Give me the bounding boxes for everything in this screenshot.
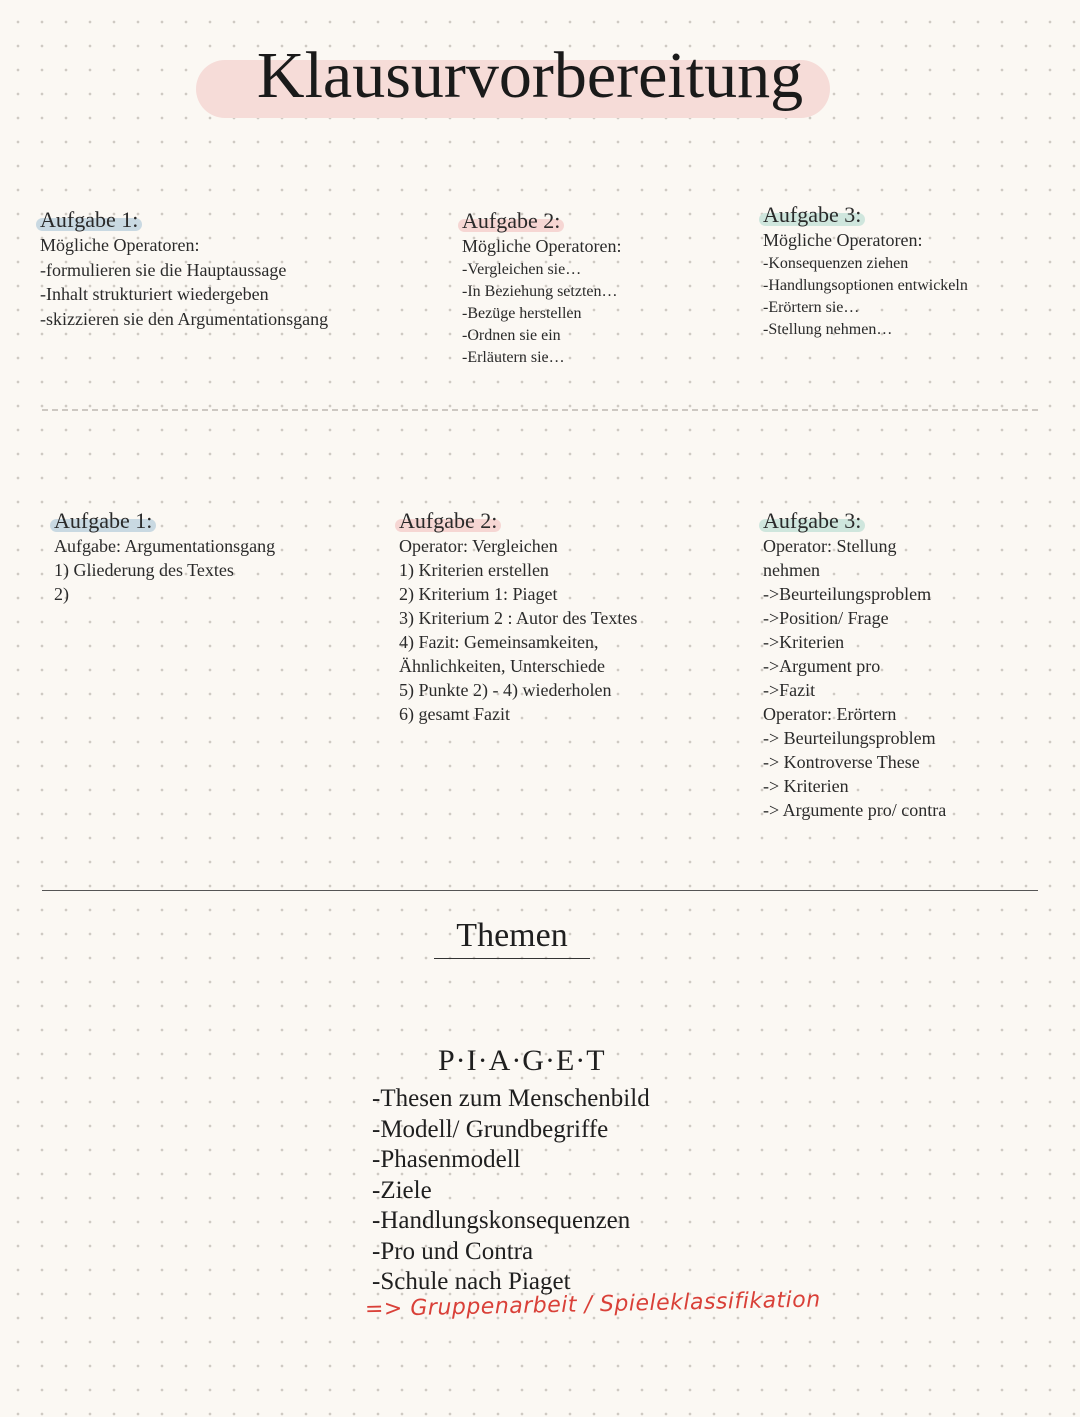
heading-text: Aufgabe 1: (40, 207, 139, 232)
operator-list (763, 253, 1063, 341)
list-item: ->Beurteilungsproblem (763, 584, 932, 604)
dashed-divider (42, 409, 1038, 411)
section1-heading-1 (36, 207, 142, 233)
list-item: -Ordnen sie ein (462, 326, 561, 344)
handwritten-note: => Gruppenarbeit / Spieleklassifikation (364, 1287, 821, 1322)
title-area (0, 20, 1080, 140)
section1-column-3 (763, 202, 1063, 341)
list-item: ->Argument pro (763, 656, 881, 676)
list-item: -Handlungsoptionen entwickeln (763, 276, 968, 294)
list-item: 2) (54, 584, 69, 604)
list-item: ->Position/ Frage (763, 608, 889, 628)
themen-heading: Themen (434, 914, 590, 959)
list-item: 1) Gliederung des Textes (54, 560, 234, 580)
solid-divider (42, 890, 1038, 891)
operator-list (462, 259, 742, 369)
list-item: -formulieren sie die Hauptaussage (40, 259, 287, 280)
list-item: -Erörtern sie… (763, 298, 860, 316)
list-item: 3) Kriterium 2 : Autor des Textes (399, 608, 638, 628)
list-item: Aufgabe: Argumentationsgang (54, 536, 276, 556)
list-item: Operator: Erörtern (763, 704, 897, 724)
piaget-title: P·I·A·G·E·T (438, 1044, 606, 1077)
section2-heading-2 (395, 508, 501, 534)
list-item: -> Kriterien (763, 776, 849, 796)
operator-list (763, 228, 1063, 253)
list-item: Operator: Stellung (763, 536, 897, 556)
operator-list (462, 234, 742, 259)
step-list (399, 534, 729, 726)
list-item: ->Fazit (763, 680, 816, 700)
list-item: -Erläutern sie… (462, 348, 565, 366)
list-item: Ähnlichkeiten, Unterschiede (399, 656, 605, 676)
section1-column-2 (462, 208, 742, 369)
list-item: -Inhalt strukturiert wiedergeben (40, 284, 269, 304)
list-item: -skizzieren sie den Argumentationsgang (40, 308, 329, 329)
list-item: 2) Kriterium 1: Piaget (399, 584, 558, 604)
list-item: Mögliche Operatoren: (763, 230, 923, 250)
operator-list (40, 233, 420, 331)
section1-heading-2 (458, 208, 564, 234)
list-item: 5) Punkte 2) - 4) wiederholen (399, 680, 612, 700)
list-item: Mögliche Operatoren: (40, 235, 200, 255)
section1-heading-3 (759, 202, 865, 228)
heading-text: Aufgabe 3: (763, 508, 862, 533)
heading-text: Aufgabe 2: (399, 508, 498, 533)
section2-column-2 (399, 508, 729, 726)
list-item: -Thesen zum Menschenbild (372, 1085, 650, 1112)
page-title: Klausurvorbereitung (256, 39, 804, 112)
list-item: -Ziele (372, 1176, 432, 1204)
section2-column-3 (763, 508, 1063, 822)
list-item: Operator: Vergleichen (399, 536, 558, 556)
list-item: -Handlungskonsequenzen (372, 1207, 631, 1234)
list-item: 1) Kriterien erstellen (399, 560, 549, 580)
list-item: ->Kriterien (763, 632, 845, 652)
heading-text: Aufgabe 3: (763, 202, 862, 227)
list-item: -Konsequenzen ziehen (763, 254, 909, 272)
list-item: -> Kontroverse These (763, 752, 920, 772)
section2-heading-3 (759, 508, 865, 534)
list-item: -Stellung nehmen… (763, 320, 893, 338)
step-list (763, 534, 1063, 822)
list-item: -Vergleichen sie… (462, 260, 582, 278)
list-item: -Schule nach Piaget (372, 1268, 571, 1295)
piaget-topic-list (372, 1084, 650, 1298)
list-item: -> Argumente pro/ contra (763, 800, 947, 820)
list-item: -Modell/ Grundbegriffe (372, 1115, 609, 1143)
section1-column-1 (40, 207, 420, 331)
list-item: -Pro und Contra (372, 1237, 534, 1265)
list-item: Mögliche Operatoren: (462, 236, 622, 256)
list-item: -In Beziehung setzten… (462, 282, 618, 300)
heading-text: Aufgabe 2: (462, 208, 561, 233)
heading-text: Aufgabe 1: (54, 508, 153, 533)
list-item: 6) gesamt Fazit (399, 704, 510, 724)
section2-heading-1 (50, 508, 156, 534)
list-item: 4) Fazit: Gemeinsamkeiten, (399, 632, 599, 652)
section2-column-1 (54, 508, 374, 606)
list-item: nehmen (763, 560, 820, 580)
list-item: -Bezüge herstellen (462, 304, 582, 322)
list-item: -Phasenmodell (372, 1146, 521, 1173)
list-item: -> Beurteilungsproblem (763, 728, 936, 748)
step-list (54, 534, 374, 606)
